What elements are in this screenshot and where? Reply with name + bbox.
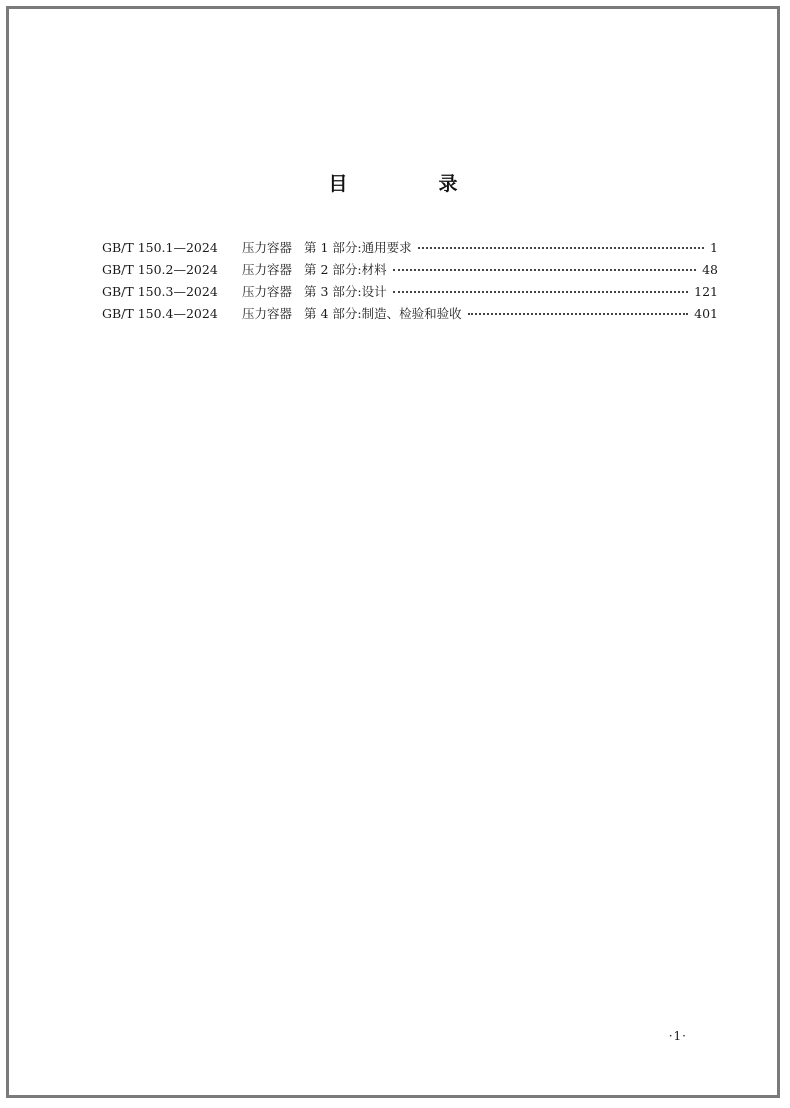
toc-entry[interactable] [102,303,718,325]
standard-name: 压力容器 [242,240,293,255]
toc-entry[interactable] [102,281,718,303]
standard-code: GB/T 150.3—2024 [102,284,218,299]
standard-name: 压力容器 [242,306,293,321]
part-title: 第 4 部分:制造、检验和验收 [304,306,462,321]
standard-code: GB/T 150.4—2024 [102,306,218,321]
standard-name: 压力容器 [242,284,293,299]
part-title: 第 2 部分:材料 [304,262,387,277]
document-page [6,6,780,1098]
dot-leader [393,269,696,271]
dot-leader [418,247,704,249]
page-number: 1 [710,240,718,255]
part-title: 第 1 部分:通用要求 [304,240,412,255]
toc-list [102,237,718,325]
toc-title: 目 录 [328,173,494,195]
toc-entry[interactable] [102,237,718,259]
part-title: 第 3 部分:设计 [304,284,387,299]
dot-leader [468,313,689,315]
standard-name: 压力容器 [242,262,293,277]
standard-code: GB/T 150.1—2024 [102,240,218,255]
toc-entry[interactable] [102,259,718,281]
footer-page-number: ·1· [668,1029,687,1043]
page-number: 401 [694,306,718,321]
page-number: 121 [694,284,718,299]
page-number: 48 [702,262,718,277]
standard-code: GB/T 150.2—2024 [102,262,218,277]
dot-leader [393,291,689,293]
